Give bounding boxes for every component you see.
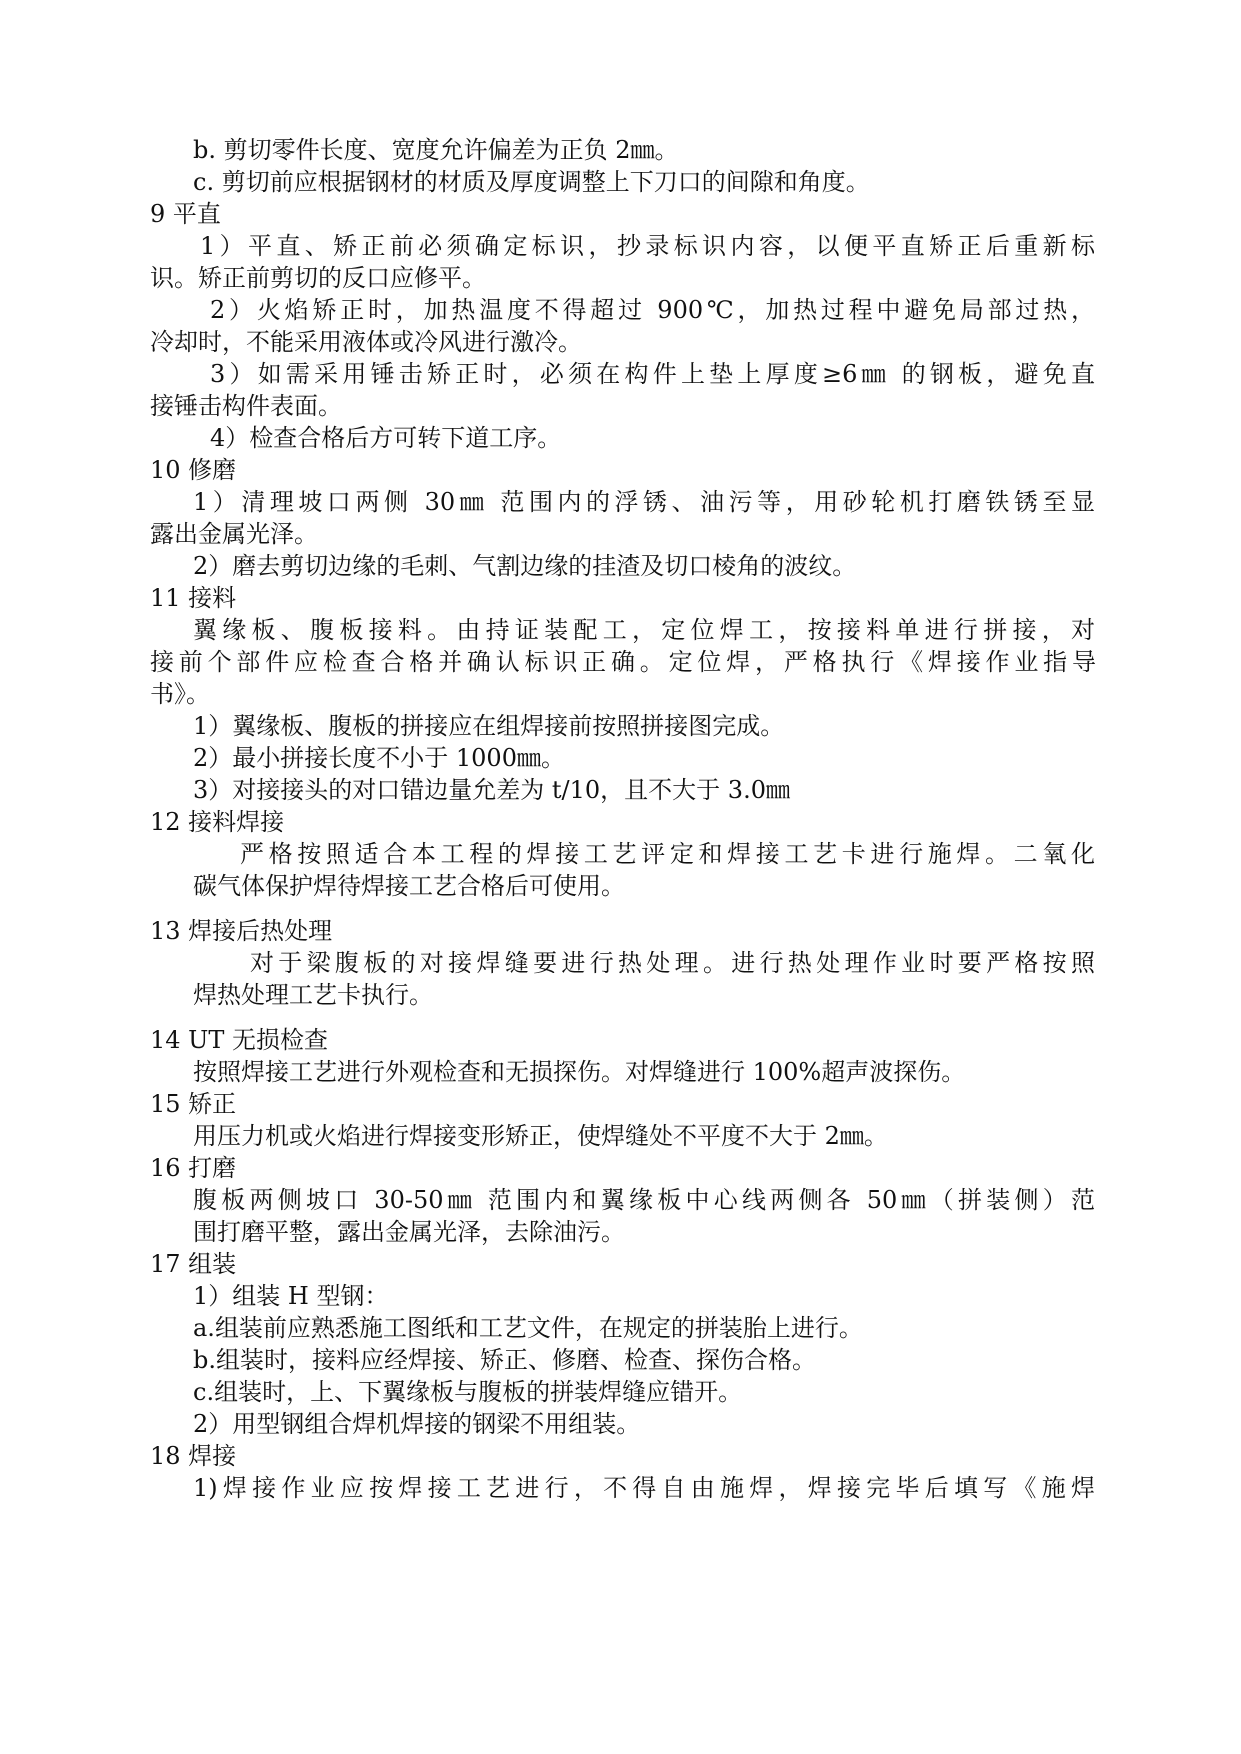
text-line: b. 剪切零件长度、宽度允许偏差为正负 2㎜。 [193,136,679,164]
text-line: 1)焊接作业应按焊接工艺进行，不得自由施焊，焊接完毕后填写《施焊 [193,1474,1095,1502]
text-line: 1）平直、矫正前必须确定标识，抄录标识内容，以便平直矫正后重新标 [200,232,1095,260]
text-line: 书》。 [150,680,210,708]
text-line: 3）如需采用锤击矫正时，必须在构件上垫上厚度≥6㎜ 的钢板，避免直 [210,360,1095,388]
text-line: 围打磨平整，露出金属光泽，去除油污。 [193,1218,625,1246]
text-line: 严格按照适合本工程的焊接工艺评定和焊接工艺卡进行施焊。二氧化 [240,840,1095,868]
text-line: 冷却时，不能采用液体或冷风进行激冷。 [150,328,582,356]
section-heading: 11 接料 [150,584,237,612]
text-line: 焊热处理工艺卡执行。 [193,981,433,1009]
text-line: b.组装时，接料应经焊接、矫正、修磨、检查、探伤合格。 [193,1346,816,1374]
text-line: 露出金属光泽。 [150,520,318,548]
text-line: 接前个部件应检查合格并确认标识正确。定位焊，严格执行《焊接作业指导 [150,648,1096,676]
text-line: 2）最小拼接长度不小于 1000㎜。 [193,744,565,772]
section-heading: 12 接料焊接 [150,808,285,836]
text-line: 4）检查合格后方可转下道工序。 [210,424,562,452]
section-heading: 17 组装 [150,1250,237,1278]
text-line: 碳气体保护焊待焊接工艺合格后可使用。 [193,872,625,900]
section-heading: 18 焊接 [150,1442,237,1470]
section-heading: 16 打磨 [150,1154,237,1182]
section-heading: 9 平直 [150,200,221,228]
text-line: 1）组装 H 型钢： [193,1282,389,1310]
text-line: 1）翼缘板、腹板的拼接应在组焊接前按照拼接图完成。 [193,712,785,740]
text-line: c. 剪切前应根据钢材的材质及厚度调整上下刀口的间隙和角度。 [193,168,870,196]
text-line: 2）磨去剪切边缘的毛刺、气割边缘的挂渣及切口棱角的波纹。 [193,552,857,580]
text-line: 1）清理坡口两侧 30㎜ 范围内的浮锈、油污等，用砂轮机打磨铁锈至显 [193,488,1095,516]
text-line: a.组装前应熟悉施工图纸和工艺文件，在规定的拼装胎上进行。 [193,1314,863,1342]
text-line: 按照焊接工艺进行外观检查和无损探伤。对焊缝进行 100%超声波探伤。 [193,1058,966,1086]
section-heading: 14 UT 无损检查 [150,1026,329,1054]
text-line: 腹板两侧坡口 30-50㎜ 范围内和翼缘板中心线两侧各 50㎜（拼装侧）范 [193,1186,1095,1214]
text-line: 翼缘板、腹板接料。由持证装配工，定位焊工，按接料单进行拼接，对 [193,616,1095,644]
text-line: 识。矫正前剪切的反口应修平。 [150,264,486,292]
text-line: 对于梁腹板的对接焊缝要进行热处理。进行热处理作业时要严格按照 [250,949,1095,977]
section-heading: 13 焊接后热处理 [150,917,333,945]
section-heading: 10 修磨 [150,456,237,484]
text-line: 3）对接接头的对口错边量允差为 t/10，且不大于 3.0㎜ [193,776,790,804]
text-line: 2）火焰矫正时，加热温度不得超过 900℃，加热过程中避免局部过热， [210,296,1095,324]
section-heading: 15 矫正 [150,1090,237,1118]
text-line: c.组装时，上、下翼缘板与腹板的拼装焊缝应错开。 [193,1378,743,1406]
text-line: 用压力机或火焰进行焊接变形矫正，使焊缝处不平度不大于 2㎜。 [193,1122,888,1150]
text-line: 接锤击构件表面。 [150,392,342,420]
text-line: 2）用型钢组合焊机焊接的钢梁不用组装。 [193,1410,641,1438]
